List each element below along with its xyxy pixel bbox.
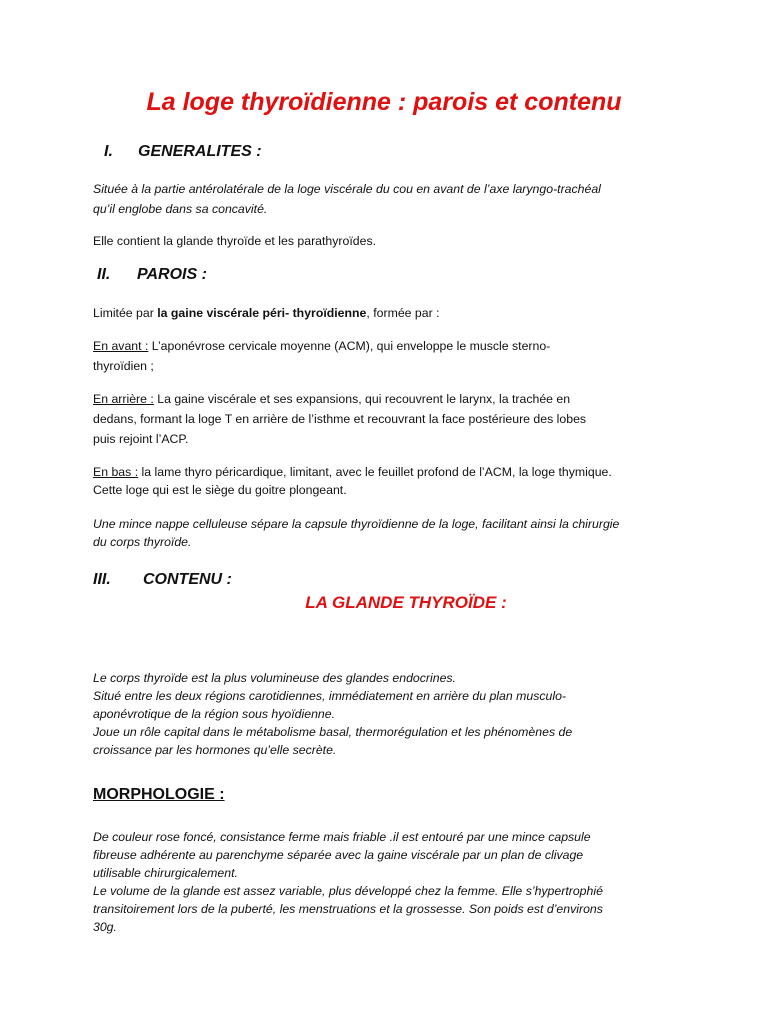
underlined-label: En arrière : <box>93 392 154 406</box>
text-line: thyroïdien ; <box>93 359 154 373</box>
document-title: La loge thyroïdienne : parois et contenu <box>146 88 622 116</box>
bold-term: la gaine viscérale péri- thyroïdienne <box>157 306 367 320</box>
text-line: du corps thyroïde. <box>93 535 192 549</box>
text-run: La gaine viscérale et ses expansions, qui recouvrent le larynx, la trachée en <box>153 392 571 406</box>
text-line: De couleur rose foncé, consistance ferme mais friable .il est entouré par une mince capsule <box>93 830 591 844</box>
morphologie-heading: MORPHOLOGIE : <box>93 786 225 803</box>
section-heading-contenu <box>93 571 232 589</box>
text-run: Limitée par <box>93 306 158 320</box>
text-run: L’aponévrose cervicale moyenne (ACM), qui enveloppe le muscle sterno- <box>148 339 551 353</box>
parois-en-avant <box>93 336 550 376</box>
text-line: Le volume de la glande est assez variable, plus développé chez la femme. Elle s’hypertrophié <box>93 884 603 898</box>
section-heading-parois <box>97 266 207 284</box>
section-heading-generalites <box>104 143 262 161</box>
text-line: Située à la partie antérolatérale de la loge viscérale du cou en avant de l’axe laryngo-trachéal <box>93 182 601 196</box>
parois-intro <box>93 303 440 323</box>
text-line <box>93 389 586 409</box>
section-label: PAROIS : <box>137 266 207 283</box>
text-line: dedans, formant la loge T en arrière de l’isthme et recouvrant la face postérieure des lobes <box>93 412 587 426</box>
text-line: Cette loge qui est le siège du goitre plongeant. <box>93 483 347 497</box>
generalites-paragraph-2: Elle contient la glande thyroïde et les parathyroïdes. <box>93 234 377 248</box>
text-line: puis rejoint l’ACP. <box>93 432 189 446</box>
section-number: II. <box>97 266 111 283</box>
text-line <box>93 336 550 356</box>
parois-en-arriere <box>93 389 586 449</box>
underlined-label: En avant : <box>93 339 149 353</box>
parois-nappe-celluleuse <box>93 515 619 551</box>
text-line: transitoirement lors de la puberté, les menstruations et la grossesse. Son poids est d’environs <box>93 902 603 916</box>
text-run: la lame thyro péricardique, limitant, avec le feuillet profond de l’ACM, la loge thymique. <box>138 465 612 479</box>
section-label: GENERALITES : <box>138 143 262 160</box>
text-line <box>93 463 612 481</box>
text-line: Situé entre les deux régions carotidiennes, immédiatement en arrière du plan musculo- <box>93 689 566 703</box>
section-label: CONTENU : <box>143 571 232 588</box>
text-line: Joue un rôle capital dans le métabolisme basal, thermorégulation et les phénomènes de <box>93 725 573 739</box>
text-line: utilisable chirurgicalement. <box>93 866 238 880</box>
glande-thyroide-heading: LA GLANDE THYROÏDE : <box>305 593 507 612</box>
text-line: aponévrotique de la région sous hyoïdienne. <box>93 707 336 721</box>
parois-en-bas <box>93 463 612 499</box>
morphologie-paragraph <box>93 828 603 936</box>
text-line: qu’il englobe dans sa concavité. <box>93 202 268 216</box>
text-line: fibreuse adhérente au parenchyme séparée avec la gaine viscérale par un plan de clivage <box>93 848 584 862</box>
generalites-paragraph-1 <box>93 179 601 219</box>
section-number: I. <box>104 143 113 160</box>
text-line: croissance par les hormones qu’elle secrète. <box>93 743 337 757</box>
text-line: Une mince nappe celluleuse sépare la capsule thyroïdienne de la loge, facilitant ainsi la chirurgie <box>93 517 620 531</box>
text-line: Le corps thyroïde est la plus volumineuse des glandes endocrines. <box>93 671 456 685</box>
underlined-label: En bas : <box>93 465 139 479</box>
text-run: , formée par : <box>366 306 440 320</box>
section-number: III. <box>93 571 111 588</box>
text-line: 30g. <box>93 920 117 934</box>
glande-thyroide-paragraph <box>93 669 572 759</box>
